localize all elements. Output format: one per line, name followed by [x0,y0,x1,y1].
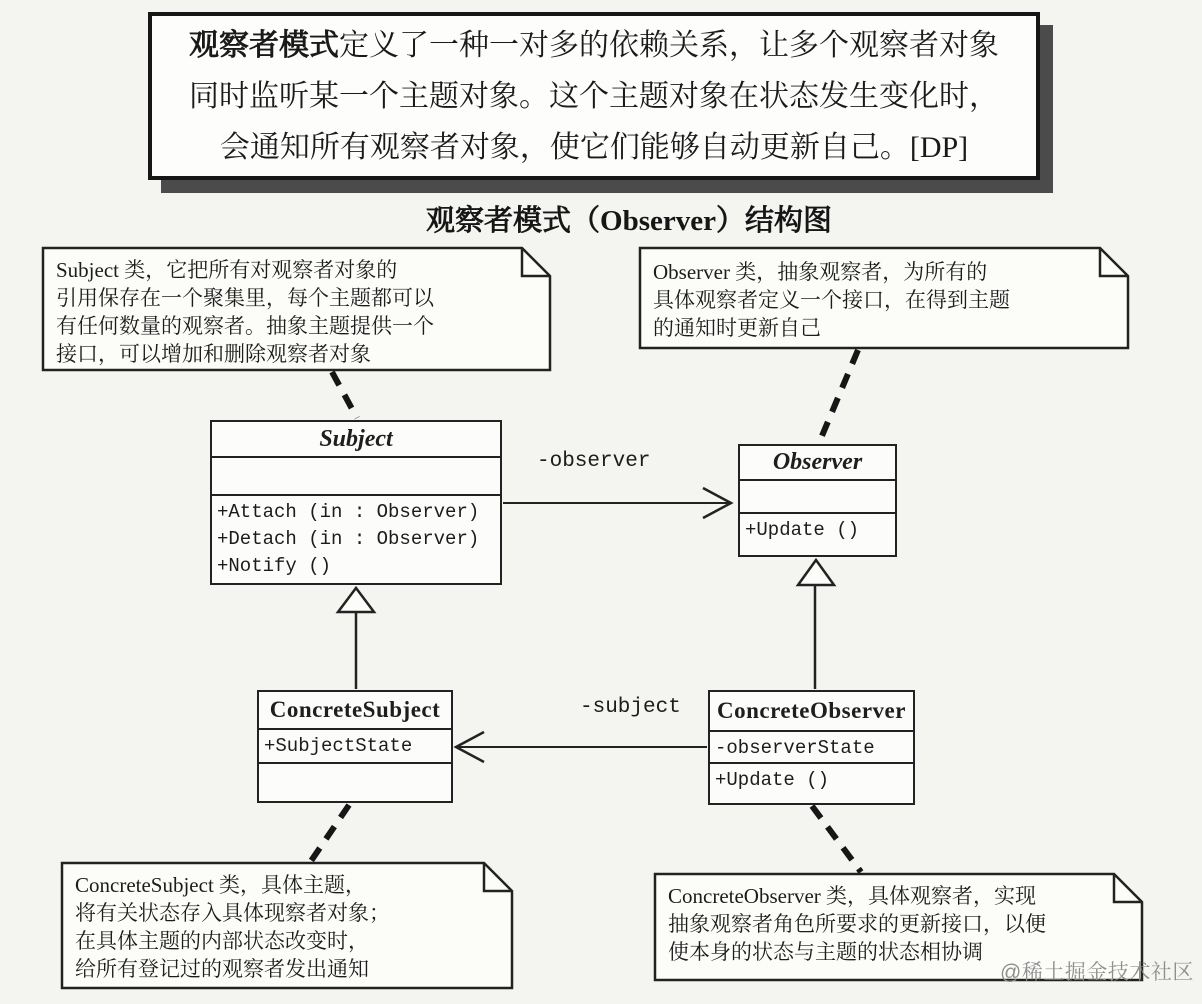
note-line: 在具体主题的内部状态改变时， [75,929,369,953]
association-concreteobserver-to-concretesubject [456,732,707,762]
method-detach: +Detach (in : Observer) [217,528,480,550]
class-name-concrete-subject: ConcreteSubject [259,692,451,730]
note-concrete-observer-text [668,882,1046,966]
class-methods-concrete-subject-empty [259,764,451,801]
method-notify: +Notify () [217,555,332,577]
edge-label-observer: -observer [537,450,651,473]
class-box-observer [738,444,897,557]
generalization-concreteobserver-to-observer [798,560,834,689]
note-line: 接口，可以增加和删除观察者对象 [56,342,371,366]
pattern-definition-box [148,12,1040,180]
class-name-subject: Subject [212,422,500,458]
note-line: 将有关状态存入具体现察者对象； [75,901,390,925]
association-subject-to-observer [503,488,731,518]
class-box-subject [210,420,502,585]
class-methods-observer [740,514,895,555]
note-line: 具体观察者定义一个接口，在得到主题 [653,288,1010,312]
note-line: 引用保存在一个聚集里，每个主题都可以 [56,286,434,310]
generalization-concretesubject-to-subject [338,588,374,689]
dashed-link-observer-note [819,350,858,443]
note-line: ConcreteSubject 类，具体主题， [75,873,367,897]
dashed-link-concrete-observer-note [812,806,861,872]
class-box-concrete-observer [708,690,915,805]
dashed-link-subject-note [332,372,357,418]
edge-label-subject: -subject [580,696,681,719]
note-line: 的通知时更新自己 [653,316,821,340]
attribute-observer-state: -observerState [715,737,875,759]
class-attributes-concrete-subject [259,730,451,764]
definition-line-2: 同时监听某一个主题对象。这个主题对象在状态发生变化时， [189,79,999,113]
method-attach: +Attach (in : Observer) [217,501,480,523]
watermark: @稀土掘金技术社区 [1000,961,1194,984]
note-line: 抽象观察者角色所要求的更新接口，以便 [668,912,1046,936]
attribute-subject-state: +SubjectState [264,735,413,757]
method-update: +Update () [745,519,860,541]
note-observer-text [653,258,1010,342]
note-line: 有任何数量的观察者。抽象主题提供一个 [56,314,434,338]
dashed-link-concrete-subject-note [311,805,349,861]
hollow-triangle-icon [338,588,374,612]
class-name-observer: Observer [740,446,895,481]
class-attributes-subject-empty [212,458,500,496]
note-line: Subject 类，它把所有对观察者对象的 [56,258,398,282]
class-box-concrete-subject [257,690,453,803]
note-line: 给所有登记过的观察者发出通知 [75,957,369,981]
diagram-title: 观察者模式（Observer）结构图 [426,205,832,237]
class-name-concrete-observer: ConcreteObserver [710,692,913,732]
note-line: ConcreteObserver 类，具体观察者，实现 [668,884,1037,908]
hollow-triangle-icon [798,560,834,585]
class-methods-subject [212,496,500,583]
definition-line-1-rest: 定义了一种一对多的依赖关系，让多个观察者对象 [339,28,999,62]
definition-term: 观察者模式 [189,28,339,62]
class-attributes-concrete-observer [710,732,913,764]
definition-line-1 [152,20,1036,71]
class-attributes-observer-empty [740,481,895,514]
note-line: 使本身的状态与主题的状态相协调 [668,940,983,964]
class-methods-concrete-observer [710,764,913,803]
definition-line-3: 会通知所有观察者对象，使它们能够自动更新自己。[DP] [219,130,969,164]
method-update: +Update () [715,769,830,791]
note-subject-text [56,256,434,368]
note-line: Observer 类，抽象观察者，为所有的 [653,260,988,284]
note-concrete-subject-text [75,871,390,983]
